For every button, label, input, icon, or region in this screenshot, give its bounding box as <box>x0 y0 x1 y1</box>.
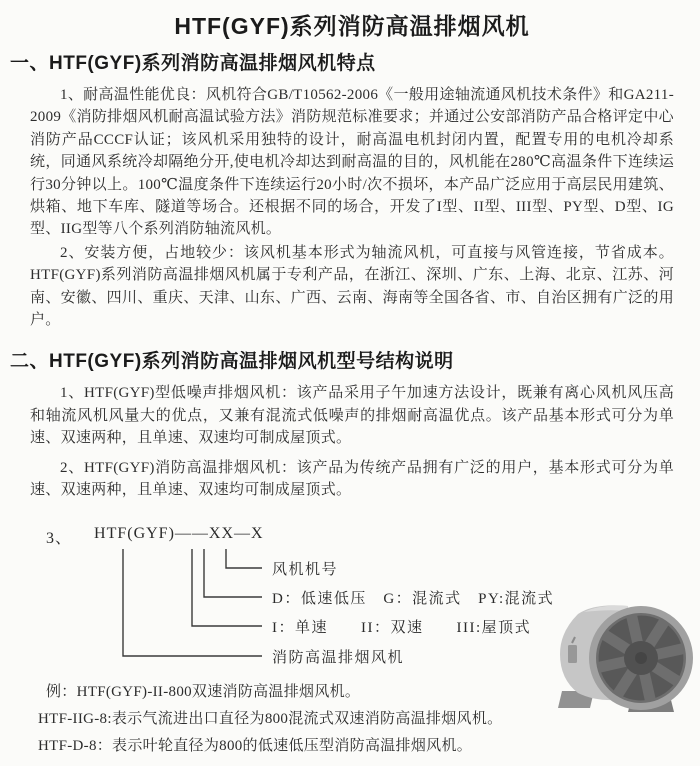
model-examples <box>38 679 502 760</box>
model-example-3: HTF-D-8：表示叶轮直径为800的低速低压型消防高温排烟风机。 <box>38 738 473 754</box>
model-formula: HTF(GYF)——XX—X <box>94 525 264 542</box>
section2-heading: 二、HTF(GYF)系列消防高温排烟风机型号结构说明 <box>10 351 454 373</box>
diagram-label-speed-type: I：单速 II：双速 III:屋顶式 <box>272 620 532 636</box>
axial-fan-photo <box>548 599 700 715</box>
diagram-label-fan-name: 消防高温排烟风机 <box>272 650 405 666</box>
fan-terminal-box <box>568 645 577 663</box>
diagram-label-pressure-type: D：低速低压 G：混流式 PY:混流式 <box>272 591 555 607</box>
section2-paragraph-1: 1、HTF(GYF)型低噪声排烟风机：该产品采用子午加速方法设计，既兼有离心风机风压高和轴流风机风量大的优点，又兼有混流式低噪声的排烟耐高温优点。该产品基本形式可分为单速、双速两种，且单速、双速均可制成屋顶式。 <box>30 385 674 447</box>
page-title: HTF(GYF)系列消防高温排烟风机 <box>174 13 530 39</box>
section1-paragraph-2: 2、安装方便，占地较少：该风机基本形式为轴流风机，可直接与风管连接，节省成本。HTF(GYF)系列消防高温排烟风机属于专利产品，在浙江、深圳、广东、上海、北京、江苏、河南、安徽、四川、重庆、天津、山东、广西、云南、海南等全国各省、市、自治区拥有广泛的用户。 <box>30 244 674 329</box>
section2-paragraph-2: 2、HTF(GYF)消防高温排烟风机：该产品为传统产品拥有广泛的用户，基本形式可分为单速、双速两种，且单速、双速均可制成屋顶式。 <box>30 459 674 499</box>
section1-paragraph-1: 1、耐高温性能优良：风机符合GB/T10562-2006《一般用途轴流通风机技术条件》和GA211-2009《消防排烟风机耐高温试验方法》消防规范标准要求；并通过公安部消防产品合格评定中心消防产品CCCF认证；该风机采用独特的设计，耐高温电机封闭内置，配置专用的电机冷却系统，同通风系统冷却隔绝分开,使电机冷却达到耐高温的目的，风机能在280℃高温条件下连续运行30分钟以上。100℃温度条件下连续运行20小时/次不损坏，本产品广泛应用于高层民用建筑、烘箱、地下车库、隧道等场合。还根据不同的场合，开发了I型、II型、III型、PY型、D型、IG型、IIG型等八个系列消防轴流风机。 <box>30 87 674 238</box>
model-item-number: 3、 <box>46 530 73 547</box>
model-example-1: 例：HTF(GYF)-II-800双速消防高温排烟风机。 <box>46 684 361 700</box>
model-example-2: HTF-IIG-8:表示气流进出口直径为800混流式双速消防高温排烟风机。 <box>38 711 503 727</box>
fan-hub-center <box>635 652 647 664</box>
diagram-label-fan-size: 风机机号 <box>272 562 339 578</box>
section1-heading: 一、HTF(GYF)系列消防高温排烟风机特点 <box>10 53 376 74</box>
